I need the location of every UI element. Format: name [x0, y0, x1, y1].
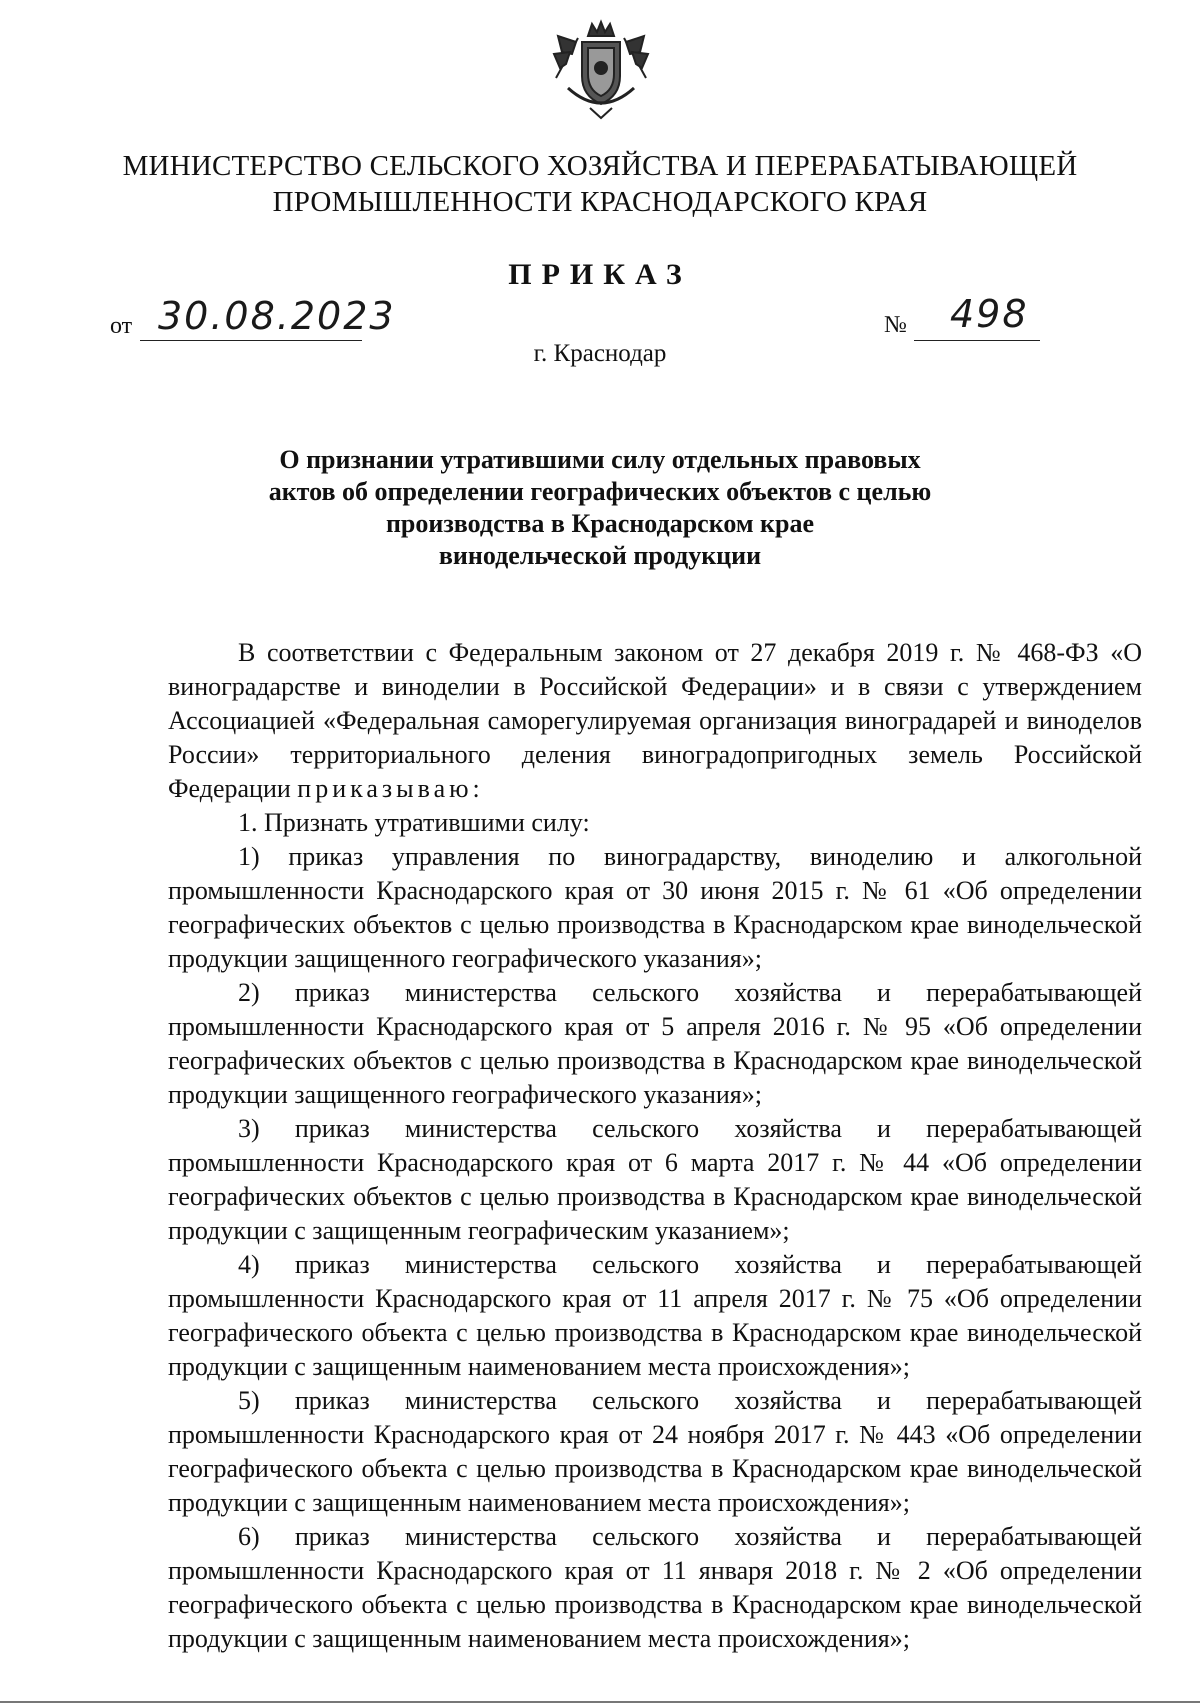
title-line-1: О признании утратившими силу отдельных правовых: [279, 445, 921, 474]
number-field: [884, 292, 1054, 344]
item-1: 1. Признать утратившими силу:: [238, 808, 590, 837]
title-line-2: актов об определении географических объектов с целью: [268, 477, 932, 506]
title-line-4: винодельческой продукции: [438, 541, 762, 570]
sub-item-3: 3) приказ министерства сельского хозяйства и перерабатывающей промышленности Краснодарского края от 6 марта 2017 г. № 44 «Об определении географических объектов с целью производства в Краснодарском крае винодельческой продукции с защищенным географическим указанием»;: [168, 1114, 1142, 1245]
sub-item-1: 1) приказ управления по виноградарству, виноделию и алкогольной промышленности Краснодарского края от 30 июня 2015 г. № 61 «Об определении географических объектов с целью производства в Краснодарском крае винодельческой продукции защищенного географического указания»;: [168, 842, 1142, 973]
ministry-line-1: МИНИСТЕРСТВО СЕЛЬСКОГО ХОЗЯЙСТВА И ПЕРЕРАБАТЫВАЮЩЕЙ: [122, 150, 1078, 182]
document-type: ПРИКАЗ: [508, 258, 692, 291]
scan-edge-line: [0, 1701, 1200, 1703]
document-body: [168, 636, 1142, 1656]
sub-item-2: 2) приказ министерства сельского хозяйства и перерабатывающей промышленности Краснодарского края от 5 апреля 2016 г. № 95 «Об определении географических объектов с целью производства в Краснодарском крае винодельческой продукции защищенного географического указания»;: [168, 978, 1142, 1109]
city-label: г. Краснодар: [533, 340, 667, 367]
title-line-3: производства в Краснодарском крае: [385, 509, 815, 538]
sub-item-4: 4) приказ министерства сельского хозяйства и перерабатывающей промышленности Краснодарского края от 11 апреля 2017 г. № 75 «Об определении географического объекта с целью производства в Краснодарском крае винодельческой продукции с защищенным наименованием места происхождения»;: [168, 1250, 1142, 1381]
document-title: [250, 444, 950, 572]
handwritten-number: 498: [950, 292, 1029, 336]
coat-of-arms-icon: [548, 18, 654, 122]
date-field: [110, 294, 396, 344]
ministry-line-2: ПРОМЫШЛЕННОСТИ КРАСНОДАРСКОГО КРАЯ: [272, 186, 928, 218]
order-word: приказываю:: [297, 774, 484, 803]
handwritten-date: 30.08.2023: [158, 294, 396, 338]
intro-text: В соответствии с Федеральным законом от 27 декабря 2019 г. № 468-ФЗ «О виноградарстве и виноделии в Российской Федерации» и в связи с утверждением Ассоциацией «Федеральная саморегулируемая организация виноградарей и виноделов России» территориального деления виноградопригодных земель Российской Федерации: [168, 638, 1142, 803]
number-prefix: №: [884, 312, 907, 338]
sub-item-5: 5) приказ министерства сельского хозяйства и перерабатывающей промышленности Краснодарского края от 24 ноября 2017 г. № 443 «Об определении географического объекта с целью производства в Краснодарском крае винодельческой продукции с защищенным наименованием места происхождения»;: [168, 1386, 1142, 1517]
intro-paragraph: [168, 636, 1142, 806]
ministry-name: [60, 148, 1140, 220]
date-prefix: от: [110, 313, 133, 339]
sub-item-6: 6) приказ министерства сельского хозяйства и перерабатывающей промышленности Краснодарского края от 11 января 2018 г. № 2 «Об определении географического объекта с целью производства в Краснодарском крае винодельческой продукции с защищенным наименованием места происхождения»;: [168, 1522, 1142, 1653]
